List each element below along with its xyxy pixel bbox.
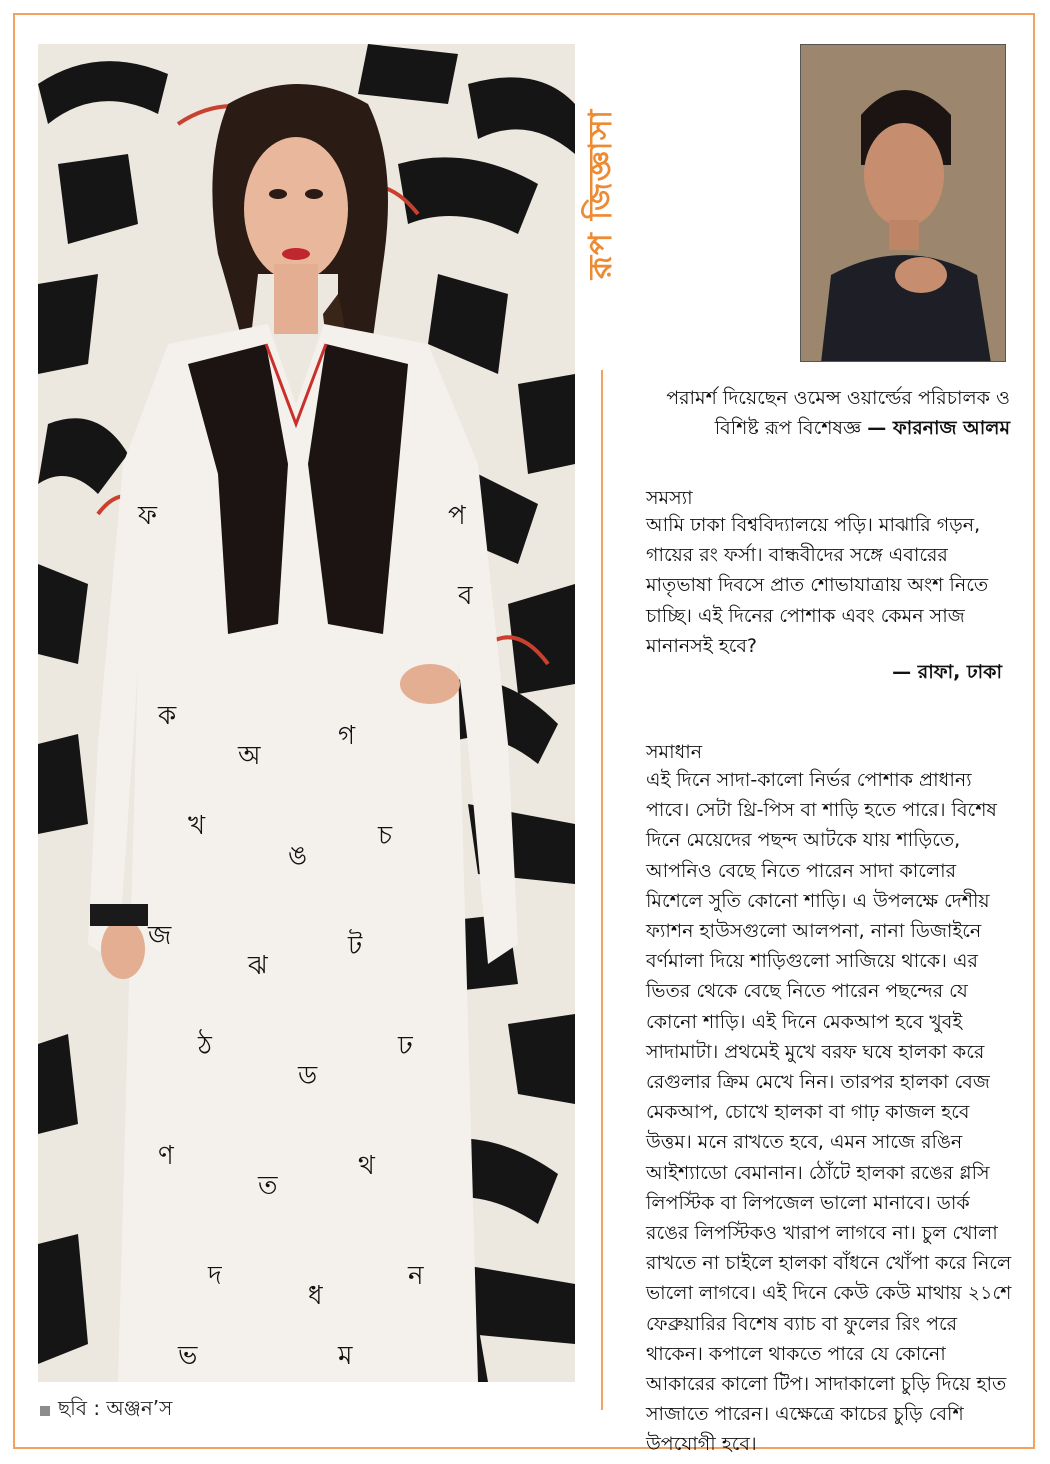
svg-text:গ: গ [338, 721, 356, 751]
svg-text:জ: জ [148, 921, 172, 951]
credit-block [610, 383, 1010, 443]
photo-caption [40, 1394, 172, 1427]
svg-text:ব: ব [458, 581, 473, 611]
svg-text:দ: দ [208, 1261, 222, 1291]
credit-line-1: পরামর্শ দিয়েছেন ওমেন্স ওয়ার্ল্ডের পরিচালক ও [666, 387, 1010, 409]
svg-text:ন: ন [408, 1261, 424, 1291]
problem-text: আমি ঢাকা বিশ্ববিদ্যালয়ে পড়ি। মাঝারি গড়ন, গায়ের রং ফর্সা। বান্ধবীদের সঙ্গে এবারের মাতৃভাষা দিবসে প্রাত শোভাযাত্রায় অংশ নিতে চাচ্ছি। এই দিনের পোশাক এবং কেমন সাজ মানানসই হবে? [646, 514, 989, 657]
svg-text:ঙ: ঙ [288, 841, 308, 871]
svg-text:ট: ট [348, 931, 363, 961]
solution-text: এই দিনে সাদা-কালো নির্ভর পোশাক প্রাধান্য পাবে। সেটা থ্রি-পিস বা শাড়ি হতে পারে। বিশেষ দিনে মেয়েদের পছন্দ আটকে যায় শাড়িতে, আপনিও বেছে নিতে পারেন সাদা কালোর মিশেলে সুতি কোনো শাড়ি। এ উপলক্ষে দেশীয় ফ্যাশন হাউসগুলো আলপনা, নানা ডিজাইনে বর্ণমালা দিয়ে শাড়িগুলো সাজিয়ে থাকে। এর ভিতর থেকে বেছে নিতে পারেন পছন্দের যে কোনো শাড়ি। এই দিনে মেকআপ হবে খুবই সাদামাটা। প্রথমেই মুখে বরফ ঘষে হালকা করে রেগুলার ক্রিম মেখে নিন। তারপর হালকা বেজ মেকআপ, চোখে হালকা বা গাঢ় কাজল হবে উত্তম। মনে রাখতে হবে, এমন সাজে রঙিন আইশ্যাডো বেমানান। ঠোঁটে হালকা রঙের গ্লসি লিপস্টিক বা লিপজেল ভালো মানাবে। ডার্ক রঙের লিপস্টিকও খারাপ লাগবে না। চুল খোলা রাখতে না চাইলে হালকা বাঁধনে খোঁপা করে নিলে ভালো লাগবে। এই দিনে কেউ কেউ মাথায় ২১শে ফেব্রুয়ারির বিশেষ ব্যাচ বা ফুলের রিং পরে থাকেন। কপালে থাকতে পারে যে কোনো আকারের কালো টিপ। সাদাকালো চুড়ি দিয়ে হাত সাজাতে পারেন। এক্ষেত্রে কাচের চুড়ি বেশি উপযোগী হবে। [646, 769, 1012, 1456]
svg-text:ড: ড [298, 1061, 318, 1091]
expert-portrait [800, 44, 1006, 362]
problem-heading: সমস্যা [646, 487, 693, 509]
svg-text:ঠ: ঠ [198, 1031, 212, 1061]
svg-text:থ: থ [358, 1151, 375, 1181]
credit-author: — ফারনাজ আলম [867, 417, 1010, 439]
column-divider [601, 370, 603, 1410]
problem-signature: — রাফা, ঢাকা [892, 661, 1002, 683]
photo-caption-text: ছবি : অঞ্জন’স [58, 1396, 173, 1420]
svg-text:ঝ: ঝ [248, 951, 268, 981]
solution-heading: সমাধান [646, 741, 703, 763]
section-title [582, 44, 622, 344]
credit-line-2: বিশিষ্ট রূপ বিশেষজ্ঞ [714, 417, 862, 439]
svg-text:অ: অ [238, 741, 261, 771]
svg-text:খ: খ [188, 811, 206, 841]
svg-text:ফ: ফ [138, 501, 158, 531]
svg-text:ঢ: ঢ [398, 1031, 413, 1061]
section-title-text: রূপ জিজ্ঞাসা [581, 108, 619, 280]
svg-text:ভ: ভ [178, 1341, 198, 1371]
svg-text:ণ: ণ [158, 1141, 174, 1171]
svg-text:প: প [448, 501, 466, 531]
svg-text:ধ: ধ [308, 1281, 323, 1311]
model-photo [38, 44, 575, 1382]
svg-text:চ: চ [378, 821, 393, 851]
svg-text:ত: ত [258, 1171, 278, 1201]
svg-text:ম: ম [338, 1341, 353, 1371]
svg-text:ক: ক [158, 701, 177, 731]
bullet-square-icon [40, 1406, 50, 1416]
